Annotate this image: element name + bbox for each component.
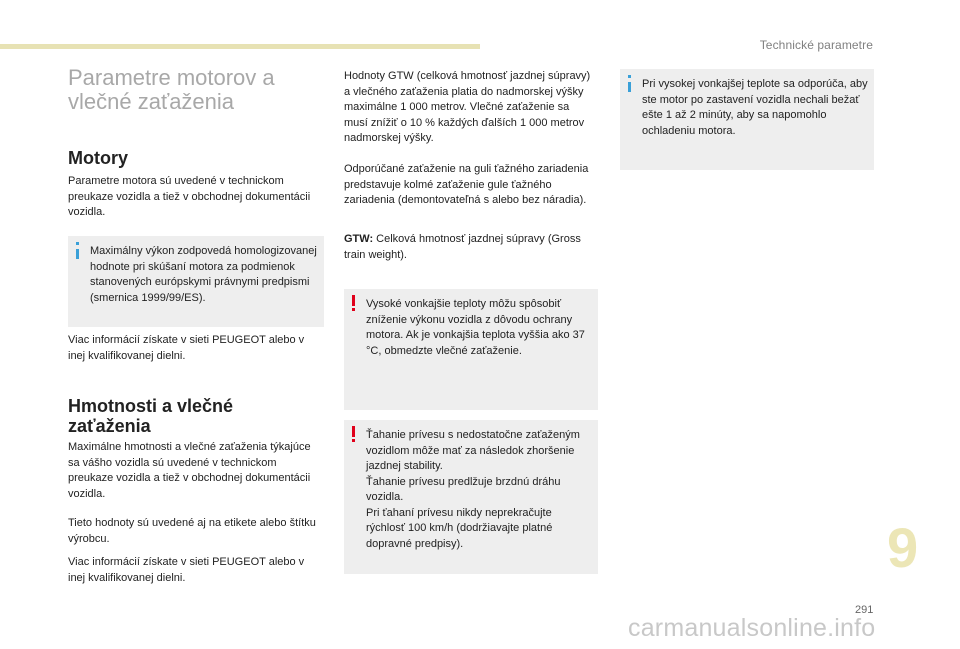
warning-text-temperature: Vysoké vonkajšie teploty môžu spôsobiť zníženie výkonu vozidla z dôvodu ochrany motora. Ak je vonkajšia teplota vyššia ako 37 °C, obmedzte vlečné zaťaženie. xyxy=(366,298,585,357)
section-header: Technické parametre xyxy=(759,38,873,52)
gtw-label: GTW: xyxy=(344,233,374,245)
warning-icon xyxy=(352,426,355,437)
chapter-number: 9 xyxy=(887,516,919,579)
towball-load-paragraph: Odporúčané zaťaženie na guli ťažného zariadenia predstavuje kolmé zaťaženie gule ťažného zariadenia (demontovateľná s alebo bez náradia). xyxy=(344,163,589,206)
warning-text-stability: Ťahanie prívesu s nedostatočne zaťaženým vozidlom môže mať za následok zhoršenie jazdnej stability. xyxy=(366,429,580,472)
heading-weights: Hmotnosti a vlečné zaťaženia xyxy=(68,396,234,436)
warning-box-trailer xyxy=(344,420,598,574)
weights-paragraph: Maximálne hmotnosti a vlečné zaťaženia týkajúce sa vášho vozidla sú uvedené v technickom preukaze vozidla a tiež v obchodnej dokumentácii vozidla. xyxy=(68,441,311,500)
more-info-paragraph-2: Viac informácií získate v sieti PEUGEOT alebo v inej kvalifikovanej dielni. xyxy=(68,556,305,584)
page-title: Parametre motorov a vlečné zaťaženia xyxy=(68,65,275,114)
info-icon xyxy=(76,242,79,245)
info-box-cooling xyxy=(620,69,874,170)
header-accent-bar xyxy=(0,44,480,49)
warning-text-braking: Ťahanie prívesu predlžuje brzdnú dráhu vozidla. xyxy=(366,475,561,503)
info-box-power xyxy=(68,236,324,327)
warning-box-temperature xyxy=(344,289,598,410)
more-info-paragraph-1: Viac informácií získate v sieti PEUGEOT alebo v inej kvalifikovanej dielni. xyxy=(68,334,305,362)
info-text-cooling: Pri vysokej vonkajšej teplote sa odporúča, aby ste motor po zastavení vozidla nechali bežať ešte 1 až 2 minúty, aby sa napomohlo ochladeniu motora. xyxy=(642,78,868,137)
gtw-definition xyxy=(344,232,596,263)
warning-icon xyxy=(352,295,355,306)
engines-paragraph: Parametre motora sú uvedené v technickom preukaze vozidla a tiež v obchodnej dokumentácii vozidla. xyxy=(68,175,311,218)
gtw-altitude-paragraph: Hodnoty GTW (celková hmotnosť jazdnej súpravy) a vlečného zaťaženia platia do nadmorskej výšky maximálne 1 000 metrov. Vlečné zaťaženie sa musí znížiť o 10 % každých ďalších 1 000 metrov nadmorskej výšky. xyxy=(344,70,591,144)
page-number: 291 xyxy=(855,604,874,616)
info-icon xyxy=(628,75,631,78)
info-text-power: Maximálny výkon zodpovedá homologizovanej hodnote pri skúšaní motora za podmienok stanovených európskymi právnymi predpismi (smernica 1999/99/ES). xyxy=(90,245,317,304)
heading-engines: Motory xyxy=(68,148,128,168)
gtw-text: Celková hmotnosť jazdnej súpravy (Gross train weight). xyxy=(344,233,581,261)
watermark: carmanualsonline.info xyxy=(628,614,876,642)
warning-text-speed: Pri ťahaní prívesu nikdy neprekračujte rýchlosť 100 km/h (dodržiavajte platné dopravné predpisy). xyxy=(366,506,553,550)
label-paragraph: Tieto hodnoty sú uvedené aj na etikete alebo štítku výrobcu. xyxy=(68,517,316,545)
